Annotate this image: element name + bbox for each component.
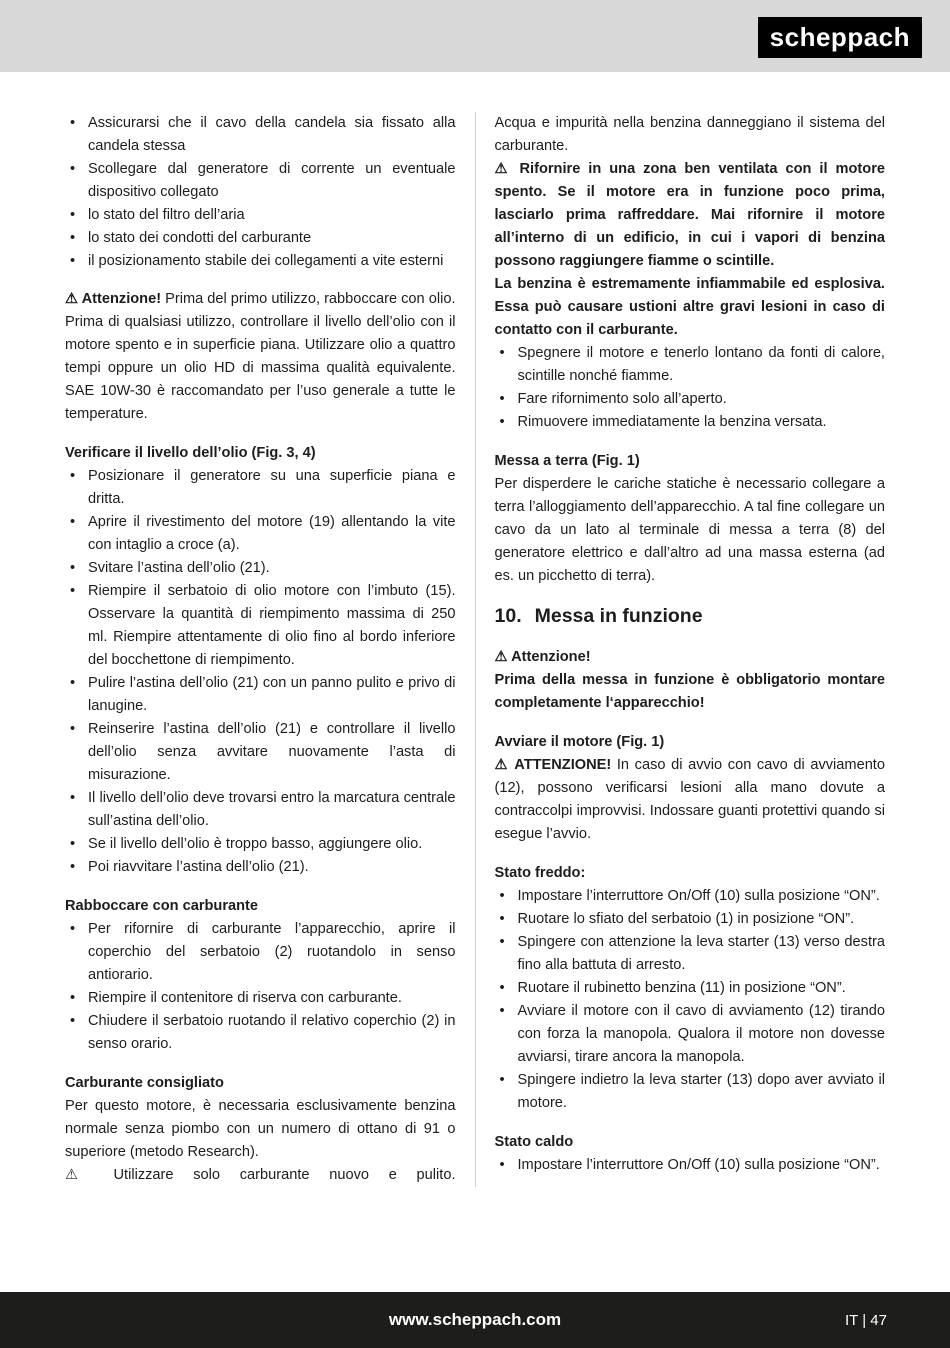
bullet-item: • Aprire il rivestimento del motore (19) allentando la vite con intaglio a croce (a). — [65, 511, 456, 557]
warning-icon: ⚠ — [494, 757, 510, 773]
warning-icon: ⚠ — [494, 161, 512, 177]
text-run: Attenzione! — [78, 291, 162, 307]
header-bar — [0, 0, 950, 72]
bullet-item: • Per rifornire di carburante l’apparecchio, aprire il coperchio del serbatoio (2) ruotandolo in senso antiorario. — [65, 918, 456, 987]
footer-page-indicator: IT | 47 — [845, 1311, 887, 1329]
subsection-heading: Stato freddo: — [494, 865, 586, 881]
paragraph: Per questo motore, è necessaria esclusivamente benzina normale senza piombo con un numero di ottano di 91 o superiore (metodo Research). — [65, 1098, 456, 1160]
footer-bar — [0, 1292, 950, 1348]
text-run: Prima della messa in funzione è obbligatorio montare completamente l‘apparecchio! — [494, 672, 885, 711]
subsection-heading: Avviare il motore (Fig. 1) — [494, 734, 665, 750]
bullet-item: • Scollegare dal generatore di corrente un eventuale dispositivo collegato — [65, 158, 456, 204]
bullet-item: • Reinserire l’astina dell’olio (21) e controllare il livello dell’olio senza avvitare nuovamente l’asta di misurazione. — [65, 718, 456, 787]
bullet-item: • lo stato dei condotti del carburante — [65, 227, 456, 250]
text-run: La benzina è estremamente infiammabile ed esplosiva. Essa può causare ustioni altre gravi lesioni in caso di contatto con il carburante. — [494, 276, 885, 338]
section-title: Messa in funzione — [534, 605, 703, 627]
subsection-heading: Rabboccare con carburante — [65, 898, 259, 914]
bullet-item: • Rimuovere immediatamente la benzina versata. — [495, 411, 886, 434]
warning-icon: ⚠ — [65, 291, 79, 307]
bullet-item: • Spingere con attenzione la leva starter (13) verso destra fino alla battuta di arresto. — [495, 931, 886, 977]
paragraph — [495, 273, 886, 342]
scheppach-logo — [758, 17, 922, 58]
bullet-item: • Riempire il contenitore di riserva con carburante. — [65, 987, 456, 1010]
subsection-heading: Carburante consigliato — [65, 1075, 224, 1091]
scheppach-logo-text: scheppach — [769, 22, 910, 52]
bullet-item: • Il livello dell’olio deve trovarsi entro la marcatura centrale sull’astina dell’olio. — [65, 787, 456, 833]
bullet-item: • Spingere indietro la leva starter (13) dopo aver avviato il motore. — [495, 1069, 886, 1115]
bullet-item: • Chiudere il serbatoio ruotando il relativo coperchio (2) in senso orario. — [65, 1010, 456, 1056]
text-run: Attenzione! — [507, 649, 591, 665]
paragraph: Acqua e impurità nella benzina danneggiano il sistema del carburante. — [494, 115, 885, 154]
paragraph — [495, 754, 886, 846]
subsection-heading: Verificare il livello dell’olio (Fig. 3, 4) — [65, 445, 316, 461]
bullet-item: • lo stato del filtro dell’aria — [65, 204, 456, 227]
subsection-heading: Stato caldo — [494, 1134, 574, 1150]
paragraph: Prima di qualsiasi utilizzo, controllare il livello dell’olio con il motore spento e in superficie piana. Utilizzare olio a quattro tempi oppure un olio HD di massima qualità equivalente. SAE 10W-30 è raccomandato per l’uso generale a tutte le temperature. — [65, 314, 456, 422]
bullet-item: • Ruotare il rubinetto benzina (11) in posizione “ON”. — [495, 977, 886, 1000]
column-divider — [475, 112, 476, 1187]
right-column — [495, 112, 886, 1187]
bullet-list — [65, 112, 456, 273]
bullet-list — [495, 1154, 886, 1177]
bullet-item: • Posizionare il generatore su una superficie piana e dritta. — [65, 465, 456, 511]
bullet-item: • Assicurarsi che il cavo della candela sia fissato alla candela stessa — [65, 112, 456, 158]
warning-icon: ⚠ — [494, 649, 508, 665]
bullet-item: • Impostare l’interruttore On/Off (10) sulla posizione “ON”. — [495, 885, 886, 908]
text-run: Utilizzare solo carburante nuovo e pulito. — [93, 1167, 456, 1183]
bullet-item: • il posizionamento stabile dei collegamenti a vite esterni — [65, 250, 456, 273]
subsection-heading: Messa a terra (Fig. 1) — [494, 453, 640, 469]
bullet-item: • Poi riavvitare l’astina dell’olio (21). — [65, 856, 456, 879]
bullet-list — [495, 885, 886, 1115]
footer-website: www.scheppach.com — [388, 1310, 562, 1329]
bullet-list — [65, 465, 456, 879]
bullet-item: • Svitare l’astina dell’olio (21). — [65, 557, 456, 580]
bullet-list — [65, 918, 456, 1056]
text-run: Prima del primo utilizzo, rabboccare con olio. — [161, 291, 456, 307]
bullet-item: • Fare rifornimento solo all’aperto. — [495, 388, 886, 411]
bullet-list — [495, 342, 886, 434]
text-run: Rifornire in una zona ben ventilata con il motore spento. Se il motore era in funzione poco prima, lasciarlo prima raffreddare. Mai rifornire il motore all’interno di un edificio, in cui i vapori di benzina possono raggiungere fiamme o scintille. — [494, 161, 885, 269]
content-columns — [65, 112, 885, 1187]
text-run: ATTENZIONE! — [509, 757, 612, 773]
bullet-item: • Pulire l’astina dell’olio (21) con un panno pulito e privo di lanugine. — [65, 672, 456, 718]
warning-icon: ⚠ — [65, 1167, 94, 1183]
section-heading — [495, 601, 886, 631]
paragraph — [495, 646, 886, 669]
bullet-item: • Impostare l’interruttore On/Off (10) sulla posizione “ON”. — [495, 1154, 886, 1177]
paragraph: Per disperdere le cariche statiche è necessario collegare a terra l’alloggiamento dell’apparecchio. A tal fine collegare un cavo da un lato al terminale di messa a terra (8) del generatore elettrico e dall’altro ad una massa esterna (ad es. un picchetto di terra). — [494, 476, 885, 584]
bullet-item: • Ruotare lo sfiato del serbatoio (1) in posizione “ON”. — [495, 908, 886, 931]
left-column — [65, 112, 456, 1187]
bullet-item: • Riempire il serbatoio di olio motore con l’imbuto (15). Osservare la quantità di riempimento massima di 250 ml. Riempire attentamente di olio fino al bordo inferiore del bocchettone di riempimento. — [65, 580, 456, 672]
text-run: In caso di avvio con cavo di avviamento (12), possono verificarsi lesioni alla mano dovute a contraccolpi improvvisi. Indossare guanti protettivi quando si esegue l’avvio. — [494, 757, 885, 842]
paragraph — [495, 669, 886, 715]
paragraph — [495, 158, 886, 273]
bullet-item: • Spegnere il motore e tenerlo lontano da fonti di calore, scintille nonché fiamme. — [495, 342, 886, 388]
bullet-item: • Se il livello dell’olio è troppo basso, aggiungere olio. — [65, 833, 456, 856]
paragraph — [65, 1164, 456, 1187]
paragraph — [65, 288, 456, 311]
bullet-item: • Avviare il motore con il cavo di avviamento (12) tirando con forza la manopola. Qualora il motore non dovesse avviarsi, tirare ancora la manopola. — [495, 1000, 886, 1069]
section-number: 10. — [494, 605, 522, 627]
